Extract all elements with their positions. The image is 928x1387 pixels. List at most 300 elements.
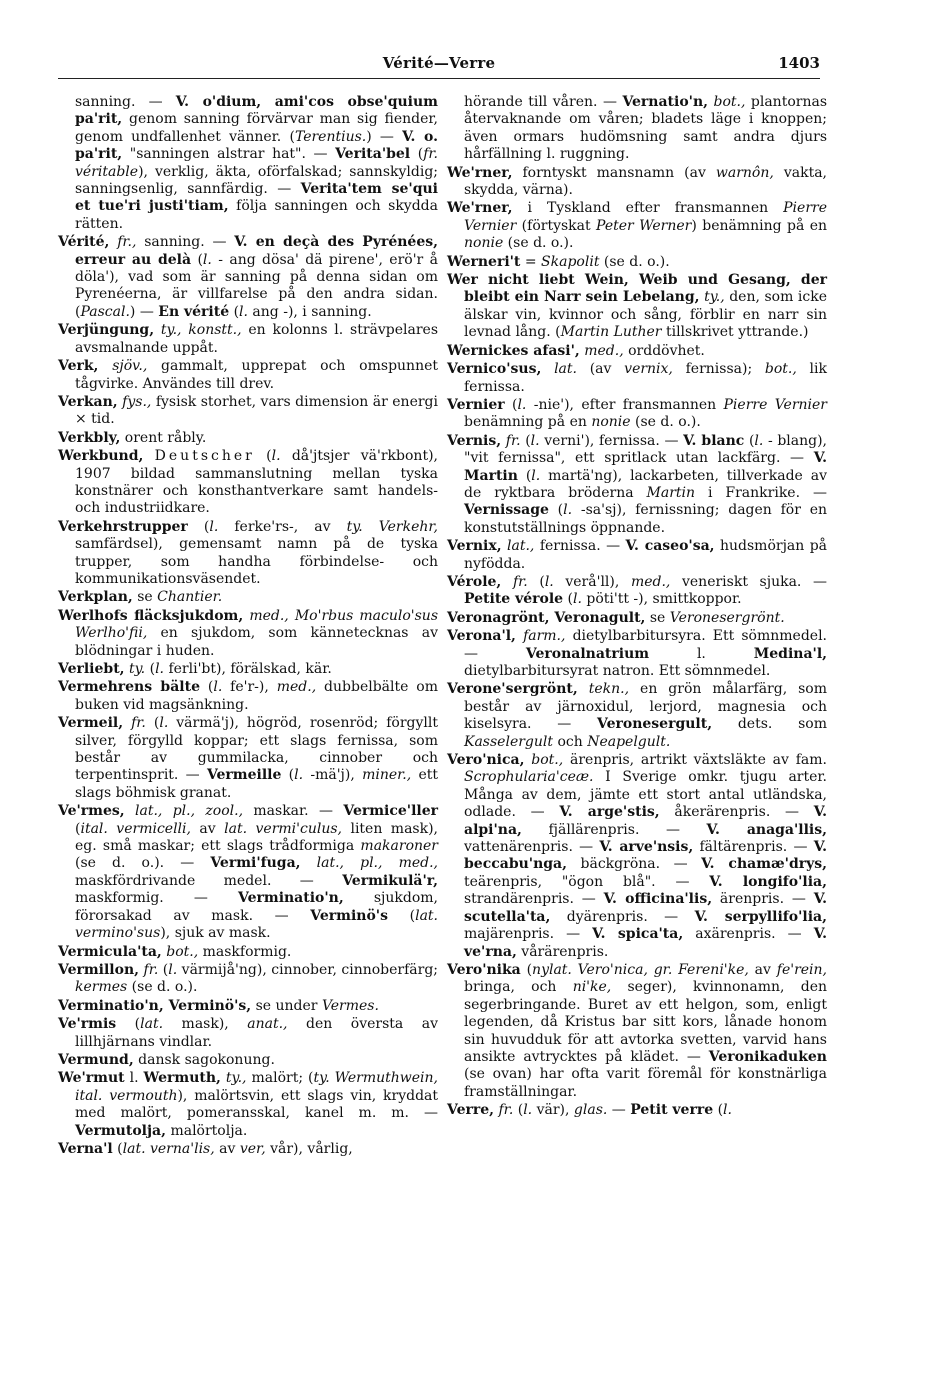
entry-text: l. [523,1102,533,1119]
entry-text: forntyskt mansnamn (av [512,164,716,181]
entry-text: fe'rein, [776,961,828,978]
dictionary-entry [58,661,438,678]
headword: V. arge'stis, [559,804,660,821]
dictionary-entry [58,94,438,233]
entry-text: — [607,1102,631,1119]
headword: V. beccabu'nga, [464,839,827,873]
headword: Verminatio'n, [238,890,344,907]
headword: V. serpyllifo'lia, [694,908,827,925]
dictionary-entry [447,962,827,1101]
entry-text: sanning. — [136,234,235,251]
entry-text: och [553,733,588,750]
entry-text: bot., [713,94,746,110]
headword: Vérole, [447,573,502,590]
entry-text: ( [116,1016,141,1033]
entry-text: ty. Verkehr, [346,518,438,535]
entry-text: Peter Werner [596,217,692,234]
entry-text [98,358,112,374]
entry-text: Pierre Vernier [464,200,827,234]
entry-text: fys., [122,393,152,410]
entry-text: Vermes. [321,997,379,1014]
dictionary-entry [58,715,438,802]
headword: V. en deçà des Pyrénées, erreur au delà [75,234,438,268]
headword: We'rner, [447,200,513,217]
headword: Ve'rmes, [58,803,125,820]
headword: We'rmut [58,1070,125,1087]
entry-text: ferke'rs-, av [218,518,347,535]
entry-text: maskformig. — [75,890,239,907]
entry-text: med., [276,679,317,696]
entry-text: se [132,589,158,606]
entry-text: nonie [464,235,504,252]
entry-text: benämning på en [464,414,592,431]
entry-text: ty. Wermuthwein, ital. vermouth [75,1070,439,1104]
entry-text: bot., [166,943,199,960]
entry-text: vernix, [624,361,673,378]
entry-text: verå'll), [553,573,631,590]
entry-text: dietylbarbitursyrat natron. Ett sömnmedel. [464,663,771,679]
entry-text: ( [199,679,214,696]
entry-text: -mä'j), [303,767,363,784]
headword: Vernatio'n, [622,94,709,110]
entry-text: glas. [573,1102,608,1119]
entry-text: l. [563,502,573,519]
dictionary-entry [447,752,827,961]
headword: V. spica'ta, [592,926,684,943]
entry-text: lat., [507,538,535,555]
entry-text: (se d. o.). [503,235,574,252]
entry-text: plantornas återvaknande om våren; bladets läge i knoppen; även ormars hudömsning samt andra djurs hårfällning l. ruggning. [464,94,827,163]
headword: V. caseo'sa, [625,538,715,555]
entry-text: Pierre Vernier [723,396,827,413]
headword: Wer nicht liebt Wein, Weib und Gesang, der bleibt ein Narr sein Lebelang, [447,272,827,306]
entry-text: l. [155,661,164,677]
headword: Veronikaduken [708,1048,827,1065]
headword: V. blanc [683,432,745,449]
entry-text: gammalt, upprepat och omspunnet tågvirke. Användes till drev. [75,358,438,392]
dictionary-entry [58,803,438,942]
headword: Vérité, [58,234,110,251]
dictionary-entry [447,165,827,200]
entry-text: av [190,820,225,837]
headword: Verone'sergrönt, [447,681,578,698]
entry-text: pöti'tt -), smittkoppor. [581,591,742,608]
entry-text: orent råbly. [120,429,207,446]
entry-text: Skapolit [541,253,600,270]
entry-text: dansk sagokonung. [133,1051,275,1068]
dictionary-entry [58,962,438,997]
headword: Verjüngung, [58,322,155,339]
entry-text: vakta, skydda, värna). [464,164,827,199]
headword: V. o. pa'rit, [75,128,438,163]
entry-text: vär), [532,1102,574,1119]
entry-text: Kasselergult [464,733,553,750]
entry-text [501,574,513,590]
entry-text: anat., [247,1016,288,1033]
headword: Verita'tem se'qui et tue'ri justi'tiam, [75,181,438,215]
headword: Werkbund, [58,448,144,465]
headword: Vermehrens bälte [58,679,200,696]
entry-text: (se d. o.). — [75,855,211,872]
entry-text: makaroner [360,838,438,855]
entry-text: sjöv., [112,358,148,375]
entry-text: tekn., [588,681,630,698]
entry-text: l. [517,396,527,413]
headword: V. scutella'ta, [464,891,827,925]
entry-text: fjällärenpris. — [521,821,707,838]
entry-text: Pascal. [80,303,130,320]
entry-text: ty., [225,1070,247,1087]
entry-text: se under [251,997,322,1014]
entry-text: bot., [764,361,797,378]
entry-text: värmijå'ng), cinnober, cinnoberfärg; [177,961,438,978]
entry-text: (se d. o.). [599,253,670,270]
entry-text: l. [649,645,754,662]
headword: Vero'nika [447,961,521,978]
entry-text: ( [145,661,156,677]
entry-text: ital. vermicelli, [80,820,191,837]
entry-text: fr. [498,1102,514,1119]
headword: V. alpi'na, [464,804,828,838]
entry-text: lat. vermino'sus [75,907,438,942]
dictionary-entry [447,254,827,271]
headword: Verkbly, [58,429,121,446]
entry-text: (se ovan) har ofta varit föremål för konstnärliga framställningar. [464,1066,827,1100]
entry-text: l. [213,679,223,696]
headword: Verk, [58,358,99,375]
dictionary-entry [58,358,438,393]
entry-text [578,681,589,697]
entry-text [301,855,317,871]
entry-text: veneriskt sjuka. — [670,573,827,590]
entry-text: l. [202,251,212,268]
headword: V. anaga'llis, [706,821,827,838]
headword: V. Martin [464,450,827,484]
entry-text: axärenpris. — [683,926,814,943]
entry-text: vattenärenpris. — [464,839,600,856]
headword: Verminö's [310,907,388,924]
headword: Verkehrstrupper [58,518,188,535]
entry-text: (se d. o.). [127,979,198,996]
entry-text: mask), [163,1016,248,1033]
headword: Vermikulä'r, [342,872,438,889]
entry-text: ty., [704,289,725,306]
headword: Vernico'sus, [447,361,542,378]
entry-text: ( [713,1102,724,1119]
entry-text: malörtolja. [166,1122,248,1139]
headword: Verita'bel [335,146,411,163]
entry-text: ty., konstt., [160,322,242,339]
headword: V. longifo'lia, [709,873,827,890]
entry-text: fysisk storhet, vars dimension är energi × tid. [75,393,438,428]
entry-text: Scrophularia'ceæ. [464,769,594,786]
entry-text [143,448,154,464]
headword: Verona'l, [447,628,516,645]
entry-text: martä'ng), lackarbeten, tillverkade av de ryktbara bröderna [464,467,827,501]
entry-text: av [748,961,777,978]
headword: Wermuth, [143,1070,221,1087]
entry-text: l. [168,961,178,978]
entry-text: genom sanning förvärvar man sig fiender, genom undfallenhet vänner. ( [75,111,438,145]
dictionary-entry [58,1070,438,1140]
headword: Vermeil, [58,715,124,732]
entry-text: liten mask), eg. små maskar; ett slags trådformiga [75,820,439,855]
page-header [58,54,820,76]
entry-text: ( [158,961,169,978]
entry-text: fr. [505,432,521,449]
dictionary-entry [447,200,827,252]
entry-text: med., Mo'rbus maculo'sus Werlho'fii, [75,607,439,642]
entry-text: ( [513,1102,524,1119]
entry-text: l. [124,1070,144,1087]
entry-text: Terentius. [294,128,367,145]
entry-text: ( [517,467,532,484]
headword: Verna'l [58,1140,113,1157]
entry-text: - ang dösa' dä pirene', erö'r å döla'), vad som är sanning på denna sidan om Pyrenéerna, är villfarelse på den andra sidan. ( [75,251,438,320]
headword: Petit verre [630,1102,714,1119]
headword: Vermice'ller [343,803,439,820]
entry-text: teärenpris, "ögon blå". — [464,873,710,890]
headword: Verkplan, [58,589,133,606]
dictionary-entry [58,589,438,606]
entry-text: seger), kvinnonamn, den segerbringande. Buret av ett helgon, som, enligt legenden, då Kristus bar sitt kors, lånade honom sin huvudduk för att avtorka svetten, varvid hans ansikte avtrycktes på klädet. — [464,979,828,1065]
entry-text: ett slags böhmisk granat. [75,767,439,801]
entry-text: Chantier. [157,589,223,606]
entry-text: ( [504,396,518,413]
entry-text: l. [530,432,540,449]
entry-text: ( [145,715,160,732]
entry-text: lat. verna'lis, [122,1140,215,1157]
dictionary-entry [58,430,438,447]
entry-text: ( [520,432,531,449]
entry-text: ni'ke, [572,979,612,996]
dictionary-entry [447,574,827,609]
entry-text: l. [723,1102,732,1119]
entry-text: I Sverige omkr. tjugu arter. Många av dem, jämte ett stort antal utländska, odlade. — [464,769,827,821]
entry-text: av [214,1140,240,1157]
headword: Verre, [447,1102,495,1119]
entry-text: hörande till våren. — [464,94,623,110]
entry-text: hudsmörjan på nyfödda. [464,538,828,572]
entry-text: ( [520,961,533,978]
headword: V. o'dium, ami'cos obse'quium pa'rit, [75,94,438,128]
entry-text: ( [254,448,272,465]
entry-text: ) benämning på en [691,217,828,234]
dictionary-entry [447,397,827,432]
entry-text: (förtyskat [516,217,597,234]
entry-text: strandärenpris. — [464,891,604,908]
entry-text: maskformig. [198,943,292,960]
headword: Medina'l, [753,645,828,662]
entry-text: nonie [591,414,631,431]
entry-text: dyärenpris. — [550,908,695,925]
entry-text: ( [548,502,564,519]
dictionary-entry [58,448,438,518]
entry-text: maskar. — [243,803,344,820]
headword: Vero'nica, [447,752,525,769]
dictionary-entry [58,679,438,714]
headword: Vermeille [206,767,282,784]
entry-text: ( [744,432,755,449]
entry-text: maskfördrivande medel. — [75,872,343,889]
running-head: Vérité—Verre [382,54,496,72]
entry-text: ferli'bt), förälskad, kär. [164,661,332,677]
headword: Verminatio'n, Verminö's, [58,997,252,1014]
entry-text: - blang), "vit fernissa", ett spritlack utan lackfärg. — [464,432,828,467]
entry-text: värmä'j), högröd, rosenröd; förgyllt silver, förgylld koppar; ett slags fernissa, som består av gummilacka, cinnober och terpentinsprit. — [75,715,439,784]
entry-text [541,361,554,377]
dictionary-entry [58,1016,438,1051]
entry-text: Veronesergrönt. [669,609,785,626]
entry-text: tillskrivet yttrande.) [661,324,809,341]
headword: We'rner, [447,164,513,181]
dictionary-entry [58,234,438,321]
headword: Wernickes afasi', [447,342,580,359]
entry-text: Martin [646,484,696,501]
entry-text: dets. som [712,716,827,733]
headword: Veronagrönt, Veronagult, [447,609,646,626]
entry-text: en sjukdom, som kännetecknas av blödningar i huden. [75,625,438,659]
entry-text: ( [191,251,203,268]
entry-text: verni'), fernissa. — [539,432,684,449]
entry-text: ) — [366,128,403,145]
entry-text: lat., pl., zool., [135,803,244,820]
headword: V. arve'nsis, [599,839,694,856]
entry-text: ) — [129,303,159,320]
entry-text: åkerärenpris. — [659,804,814,821]
dictionary-entry [447,610,827,627]
entry-text: ( [229,303,240,320]
entry-text: l. [159,715,169,732]
entry-text: ( [387,907,416,924]
entry-text: lik fernissa. [464,361,827,395]
entry-text: fernissa. — [534,538,626,555]
headword: En vérité [158,303,230,320]
entry-text: l. [544,573,554,590]
headword: V. officina'lis, [603,891,713,908]
entry-text: ( [410,146,424,163]
dictionary-entry [447,1102,827,1119]
dictionary-entry [447,628,827,680]
entry-text: den översta av lillhjärnans vindlar. [75,1016,438,1050]
entry-text: bringa, och [464,979,573,996]
entry-text [154,322,161,338]
dictionary-entry [58,394,438,429]
entry-text: en kolonns l. strävpelares avsmalnande uppåt. [75,322,439,356]
dictionary-entry [447,433,827,537]
entry-text: (av [576,361,625,378]
entry-text: fr. [143,961,159,978]
entry-text: l. [271,448,281,465]
entry-text: ), sjuk av mask. [160,925,271,942]
headword: Vernier [447,396,505,413]
entry-text: l. [754,432,764,449]
entry-text: se [645,609,670,626]
entry-text: ( [112,1140,123,1157]
dictionary-entry [58,519,438,589]
entry-text: fr. [512,573,528,590]
entry-text: fernissa); [672,361,765,378]
header-rule [58,78,820,79]
entry-text: sanning. — [75,94,176,110]
entry-text: dietylbarbitursyra. Ett sömnmedel. — [464,628,828,662]
headword: Vermi'fuga, [210,855,301,872]
headword: Werneri't [447,253,521,270]
dictionary-entry [58,944,438,961]
headword: Vermillon, [58,961,140,978]
entry-text: lat. vermi'culus, [224,820,342,837]
right-column [447,94,827,1121]
dictionary-entry [58,608,438,660]
left-column [58,94,438,1159]
entry-text: då'jtsjer vä'rkbont), 1907 bildad sammanslutning mellan tyska konstnärer och konsthantverkare samt handels- och industriidkare. [75,448,438,517]
dictionary-entry [58,322,438,357]
entry-text: warnôn, [715,164,774,181]
headword: Vernix, [447,538,502,555]
entry-text: l. [531,467,541,484]
entry-text: Martin Luther [560,324,662,341]
entry-text: i Tyskland efter fransmannen [512,200,784,217]
entry-text: sjukdom, förorsakad av mask. — [75,890,438,924]
entry-text: ver, [239,1140,266,1157]
page-number: 1403 [778,54,820,72]
entry-text: ang -), i sanning. [247,303,372,320]
entry-text: vårärenpris. [516,943,609,960]
entry-text: -nie'), efter fransmannen [526,396,724,413]
entry-text: lat. [140,1016,164,1033]
entry-text: vår), vårlig, [265,1140,353,1157]
entry-text: -sa'sj), fernissning; dagen för en konstutställnings öppnande. [464,502,827,536]
headword: Verliebt, [58,661,125,677]
entry-text: bot., [531,752,564,769]
headword: Werlhofs fläcksjukdom, [58,607,244,624]
entry-text: fr. [131,715,146,732]
entry-text: orddövhet. [623,342,705,359]
dictionary-entry [58,998,438,1015]
headword: Vernis, [447,432,502,449]
dictionary-entry [447,361,827,396]
headword: V. ve'rna, [464,926,827,960]
entry-text: i Frankrike. — [695,484,827,501]
entry-text: majärenpris. — [464,926,593,943]
entry-text: ), verklig, äkta, oförfalskad; sannskyldig; sanningsenlig, sannfärdig. — [75,163,438,198]
entry-text: ( [563,591,573,608]
entry-text: nylat. Vero'nica, gr. Fereni'ke, [532,961,749,978]
entry-text: l. [573,591,582,608]
entry-text: kermes [75,979,128,996]
entry-text: en grön målarfärg, som består av järnoxidul, lerjord, magnesia och kiselsyra. — [464,681,827,733]
headword: Veronesergult, [597,716,713,733]
entry-text: farm., [523,628,566,645]
entry-text: (se d. o.). [630,414,701,431]
entry-text: "sanningen alstrar hat". — [122,146,336,163]
entry-text: ( [187,518,210,535]
entry-text: den, som icke älskar vin, kvinnor och sång, förblir en narr sin levnad lång. ( [464,289,827,341]
entry-text: ( [281,767,295,784]
entry-text: l. [239,303,248,320]
dictionary-entry [447,272,827,342]
entry-text [516,628,523,644]
entry-text [125,803,135,819]
entry-text: Neapelgult. [587,733,671,750]
entry-text: miner., [362,767,412,784]
headword: Vernissage [464,502,549,519]
entry-text: fältärenpris. — [693,839,814,856]
entry-text: = [520,253,542,270]
headword: Verkan, [58,393,118,410]
dictionary-entry [447,681,827,751]
headword: Vermund, [58,1051,134,1068]
